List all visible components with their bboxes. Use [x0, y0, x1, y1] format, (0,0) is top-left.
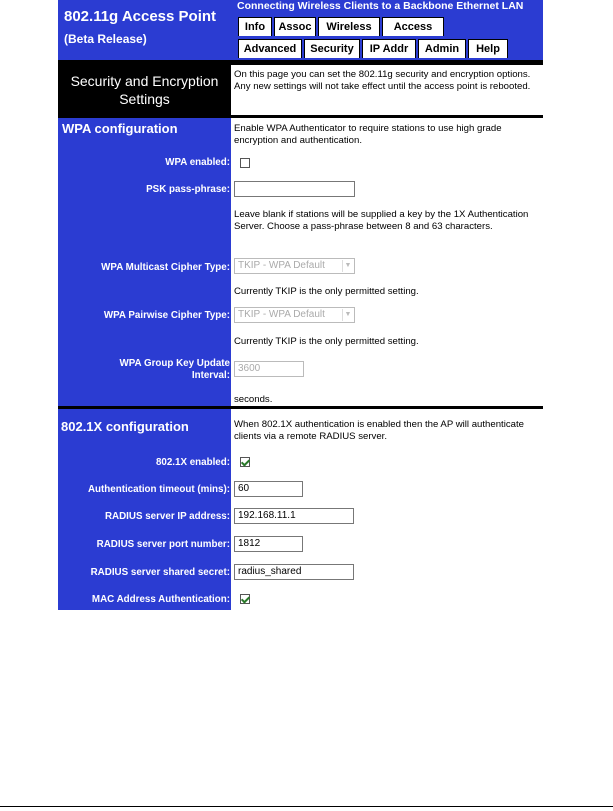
dot1x-enabled-checkbox[interactable]: [240, 457, 250, 467]
dot1x-heading: 802.1X configuration: [61, 419, 189, 434]
group-key-input[interactable]: 3600: [234, 361, 304, 377]
tab-access[interactable]: Access: [382, 17, 444, 36]
tab-admin[interactable]: Admin: [418, 39, 466, 58]
chevron-down-icon: ▼: [342, 260, 353, 272]
tab-security[interactable]: Security: [304, 39, 360, 58]
multicast-cipher-value: TKIP - WPA Default: [238, 260, 325, 271]
psk-note: Leave blank if stations will be supplied a key by the 1X Authentication Server. Choose a pass-phrase between 8 and 63 characters.: [234, 209, 529, 232]
pairwise-cipher-label: WPA Pairwise Cipher Type:: [103, 310, 230, 321]
mac-auth-checkbox[interactable]: [240, 594, 250, 604]
wpa-heading: WPA configuration: [62, 121, 178, 136]
chevron-down-icon: ▼: [342, 309, 353, 321]
tab-info[interactable]: Info: [238, 17, 272, 36]
wpa-enabled-label: WPA enabled:: [165, 157, 230, 168]
wpa-enabled-checkbox[interactable]: [240, 158, 250, 168]
tab-assoc[interactable]: Assoc: [274, 17, 316, 36]
auth-timeout-input[interactable]: 60: [234, 481, 303, 497]
page-title: Security and Encryption Settings: [70, 73, 219, 107]
radius-ip-label: RADIUS server IP address:: [104, 511, 230, 522]
page-title-cell: [58, 65, 231, 115]
tab-ip-addr[interactable]: IP Addr: [362, 39, 416, 58]
pairwise-cipher-value: TKIP - WPA Default: [238, 309, 325, 320]
group-key-label: WPA Group Key Update Interval:: [119, 358, 230, 381]
auth-timeout-label: Authentication timeout (mins):: [87, 484, 230, 495]
multicast-cipher-select[interactable]: [234, 258, 355, 274]
psk-input[interactable]: [234, 181, 355, 197]
header-caption: Connecting Wireless Clients to a Backbone Ethernet LAN: [237, 0, 524, 12]
page-description: On this page you can set the 802.11g security and encryption options. Any new settings will not take effect until the access point is rebooted.: [231, 65, 543, 115]
security-settings-panel: [58, 0, 543, 610]
tab-wireless[interactable]: Wireless: [318, 17, 380, 36]
mac-auth-label: MAC Address Authentication:: [91, 594, 230, 605]
tab-advanced[interactable]: Advanced: [238, 39, 302, 58]
dot1x-description: When 802.1X authentication is enabled then the AP will authenticate clients via a remote RADIUS server.: [234, 419, 524, 442]
group-key-note: seconds.: [234, 394, 273, 405]
radius-secret-input[interactable]: radius_shared: [234, 564, 354, 580]
radius-port-input[interactable]: 1812: [234, 536, 303, 552]
pairwise-cipher-select[interactable]: [234, 307, 355, 323]
page-bottom-rule: [0, 806, 613, 807]
radius-ip-input[interactable]: 192.168.11.1: [234, 508, 354, 524]
radius-secret-label: RADIUS server shared secret:: [90, 567, 230, 578]
wpa-description: Enable WPA Authenticator to require stations to use high grade encryption and authentication.: [234, 123, 502, 146]
multicast-cipher-note: Currently TKIP is the only permitted setting.: [234, 286, 419, 297]
pairwise-cipher-note: Currently TKIP is the only permitted setting.: [234, 336, 419, 347]
dot1x-enabled-label: 802.1X enabled:: [155, 457, 230, 468]
radius-port-label: RADIUS server port number:: [96, 539, 230, 550]
multicast-cipher-label: WPA Multicast Cipher Type:: [101, 262, 230, 273]
app-title: 802.11g Access Point: [64, 8, 217, 25]
tab-help[interactable]: Help: [468, 39, 508, 58]
psk-label: PSK pass-phrase:: [146, 184, 230, 195]
app-subtitle: (Beta Release): [64, 32, 147, 46]
